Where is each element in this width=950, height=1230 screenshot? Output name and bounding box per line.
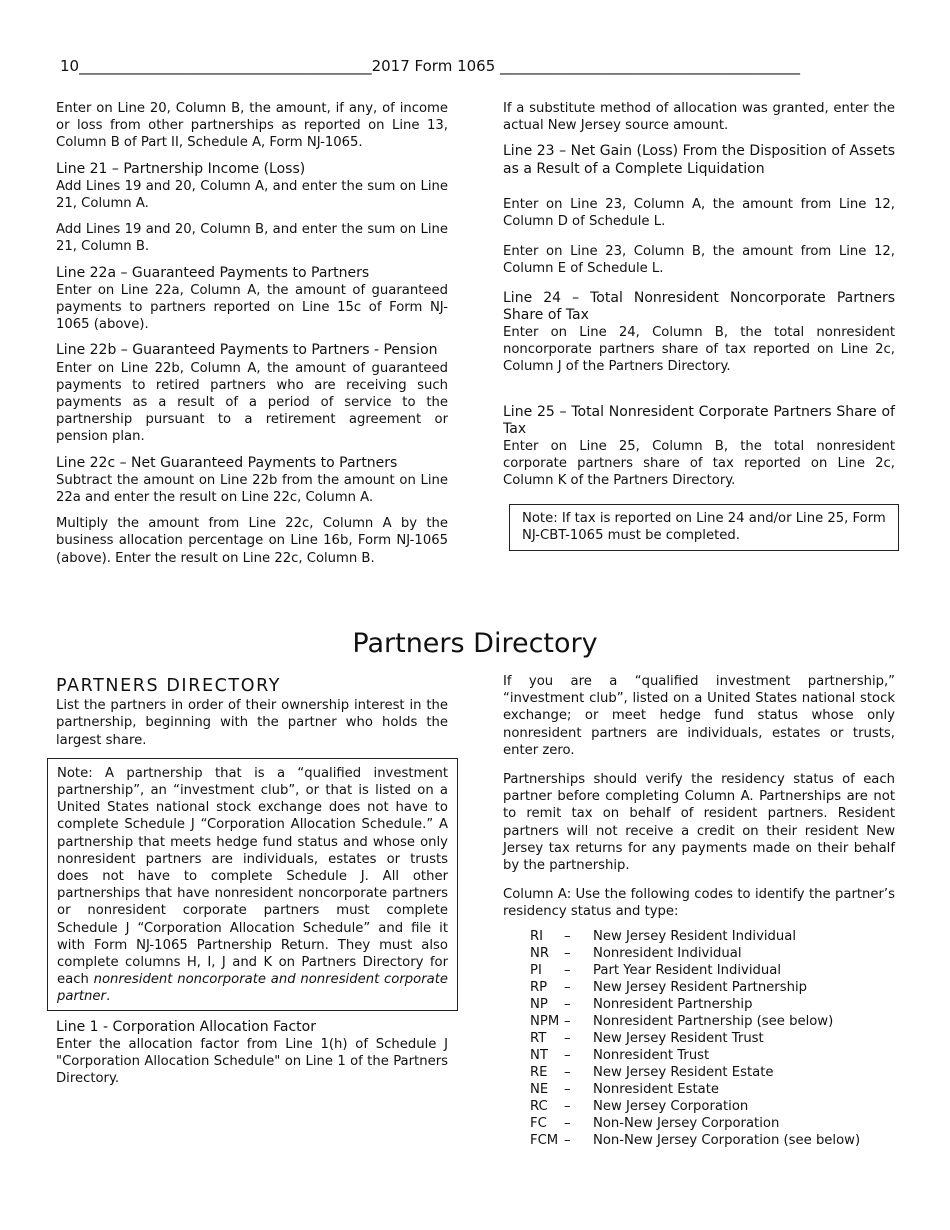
line23-paragraph-a: Enter on Line 23, Column A, the amount from Line 12, Column D of Schedule L.	[503, 196, 895, 230]
section-title: Partners Directory	[352, 628, 598, 659]
code: RP	[530, 979, 548, 995]
code: NE	[530, 1081, 549, 1097]
list-item	[530, 979, 895, 996]
code: NP	[530, 996, 548, 1012]
code-description: New Jersey Resident Trust	[593, 1030, 764, 1046]
dash: –	[564, 1064, 571, 1080]
list-item	[530, 962, 895, 979]
dash: –	[564, 979, 571, 995]
dash: –	[564, 996, 571, 1012]
line23-paragraph-b: Enter on Line 23, Column B, the amount from Line 12, Column E of Schedule L.	[503, 244, 895, 277]
line1-paragraph: Enter the allocation factor from Line 1(h) of Schedule J "Corporation Allocation Schedule" on Line 1 of the Partners Directory.	[56, 1036, 448, 1087]
top-left-column	[56, 100, 448, 576]
line21-heading: Line 21 – Partnership Income (Loss)	[56, 160, 306, 177]
line23-heading: Line 23 – Net Gain (Loss) From the Disposition of Assets as a Result of a Complete Liquidation	[503, 143, 895, 177]
code-description: Non-New Jersey Corporation (see below)	[593, 1132, 861, 1148]
code-description: New Jersey Resident Individual	[593, 928, 797, 944]
dash: –	[564, 1047, 571, 1063]
code-description: Part Year Resident Individual	[593, 962, 781, 978]
list-item	[530, 1064, 895, 1081]
bottom-left-column	[56, 676, 448, 1096]
dash: –	[564, 1013, 571, 1029]
dash: –	[564, 962, 571, 978]
list-item	[530, 1047, 895, 1064]
note-end-text: .	[105, 989, 111, 1005]
dash: –	[564, 1132, 571, 1148]
code-description: Nonresident Partnership (see below)	[593, 1013, 834, 1029]
list-item	[530, 928, 895, 945]
qualified-investment-paragraph: If you are a “qualified investment partnership,” “investment club”, listed on a United States national stock exchange; or meet hedge fund status whose only nonresident partners are individuals, estates or trusts, enter zero.	[503, 674, 895, 758]
dash: –	[564, 928, 571, 944]
list-item	[530, 1115, 895, 1132]
line22b-heading: Line 22b – Guaranteed Payments to Partners - Pension	[56, 342, 438, 359]
list-item	[530, 945, 895, 962]
code: NR	[530, 945, 550, 961]
code-description: Nonresident Partnership	[593, 996, 753, 1012]
code: RE	[530, 1064, 548, 1080]
code-description: Nonresident Estate	[593, 1081, 720, 1097]
line20-paragraph: Enter on Line 20, Column B, the amount, if any, of income or loss from other partnerships as reported on Line 13, Column B of Part II, Schedule A, Form NJ-1065.	[56, 101, 448, 151]
code: NPM	[530, 1013, 560, 1029]
column-a-paragraph: Column A: Use the following codes to identify the partner’s residency status and type:	[503, 887, 895, 920]
page-header: 10_______________________________________2017 Form 1065 ________________________________________	[60, 57, 801, 75]
top-right-column	[503, 100, 895, 551]
code-description: New Jersey Resident Estate	[593, 1064, 774, 1080]
code: NT	[530, 1047, 548, 1063]
tax-note-box: Note: If tax is reported on Line 24 and/or Line 25, Form NJ-CBT-1065 must be completed.	[509, 504, 899, 551]
list-item	[530, 1098, 895, 1115]
line1-heading: Line 1 - Corporation Allocation Factor	[56, 1018, 316, 1035]
line21-paragraph-b: Add Lines 19 and 20, Column B, and enter the sum on Line 21, Column B.	[56, 222, 448, 255]
code-description: Non-New Jersey Corporation	[593, 1115, 780, 1131]
bottom-right-column	[503, 673, 895, 1149]
line25-heading: Line 25 – Total Nonresident Corporate Partners Share of Tax	[503, 403, 895, 437]
line22c-paragraph-b: Multiply the amount from Line 22c, Column A by the business allocation percentage on Line 16b, Form NJ-1065 (above). Enter the result on Line 22c, Column B.	[56, 516, 448, 566]
list-item	[530, 1081, 895, 1098]
note-main-text: Note: A partnership that is a “qualified investment partnership”, an “investment club”, or that is listed on a United States national stock exchange does not have to complete Schedule J “Corporation Allocation Schedule.” A partnership that meets hedge fund status and whose only nonresident partners are individuals, estates or trusts does not have to complete Schedule J. All other partnerships that have nonresident noncorporate partners or nonresident corporate partners must complete Schedule J “Corporation Allocation Schedule” and file it with Form NJ-1065 Partnership Return. They must also complete columns H, I, J and K on Partners Directory for each	[57, 765, 448, 988]
line22c-heading: Line 22c – Net Guaranteed Payments to Partners	[56, 454, 398, 471]
code-description: New Jersey Resident Partnership	[593, 979, 807, 995]
dash: –	[564, 1081, 571, 1097]
line22c-paragraph-a: Subtract the amount on Line 22b from the amount on Line 22a and enter the result on Line 22c, Column A.	[56, 472, 448, 506]
code-description: Nonresident Individual	[593, 945, 742, 961]
residency-code-list	[530, 928, 895, 1149]
line22b-paragraph: Enter on Line 22b, Column A, the amount of guaranteed payments to retired partners who are receiving such payments as a result of a period of service to the partnership pursuant to a retirement agreement or pension plan.	[56, 360, 448, 445]
code: RT	[530, 1030, 547, 1046]
line22a-heading: Line 22a – Guaranteed Payments to Partners	[56, 264, 370, 281]
list-item	[530, 1030, 895, 1047]
partners-directory-heading: PARTNERS DIRECTORY	[56, 676, 282, 696]
code: FC	[530, 1115, 547, 1131]
schedule-j-note-box	[47, 758, 458, 1011]
code: RC	[530, 1098, 548, 1114]
code: RI	[530, 928, 544, 944]
code-description: New Jersey Corporation	[593, 1098, 749, 1114]
note-italic-text: nonresident noncorporate and nonresident corporate partner	[57, 972, 448, 1005]
dash: –	[564, 1098, 571, 1114]
line25-paragraph: Enter on Line 25, Column B, the total nonresident corporate partners share of tax reported on Line 2c, Column K of the Partners Directory.	[503, 439, 895, 489]
residency-verify-paragraph: Partnerships should verify the residency status of each partner before completing Column A. Partnerships are not to remit tax on behalf of resident partners. Resident partners will not receive a credit on their resident New Jersey tax returns for any payments made on their behalf by the partnership.	[503, 772, 895, 874]
dash: –	[564, 1030, 571, 1046]
line21-paragraph-a: Add Lines 19 and 20, Column A, and enter the sum on Line 21, Column A.	[56, 178, 448, 212]
line22a-paragraph: Enter on Line 22a, Column A, the amount of guaranteed payments to partners reported on Line 15c of Form NJ-1065 (above).	[56, 282, 448, 333]
dash: –	[564, 1115, 571, 1131]
list-item	[530, 1013, 895, 1030]
code-description: Nonresident Trust	[593, 1047, 710, 1063]
list-item	[530, 1132, 895, 1149]
code: PI	[530, 962, 542, 978]
dash: –	[564, 945, 571, 961]
substitute-method-paragraph: If a substitute method of allocation was granted, enter the actual New Jersey source amount.	[503, 101, 895, 134]
partners-directory-intro: List the partners in order of their ownership interest in the partnership, beginning with the partner who holds the largest share.	[56, 698, 448, 748]
line24-paragraph: Enter on Line 24, Column B, the total nonresident noncorporate partners share of tax reported on Line 2c, Column J of the Partners Directory.	[503, 325, 895, 375]
list-item	[530, 996, 895, 1013]
code: FCM	[530, 1132, 559, 1148]
line24-heading: Line 24 – Total Nonresident Noncorporate Partners Share of Tax	[503, 289, 895, 323]
